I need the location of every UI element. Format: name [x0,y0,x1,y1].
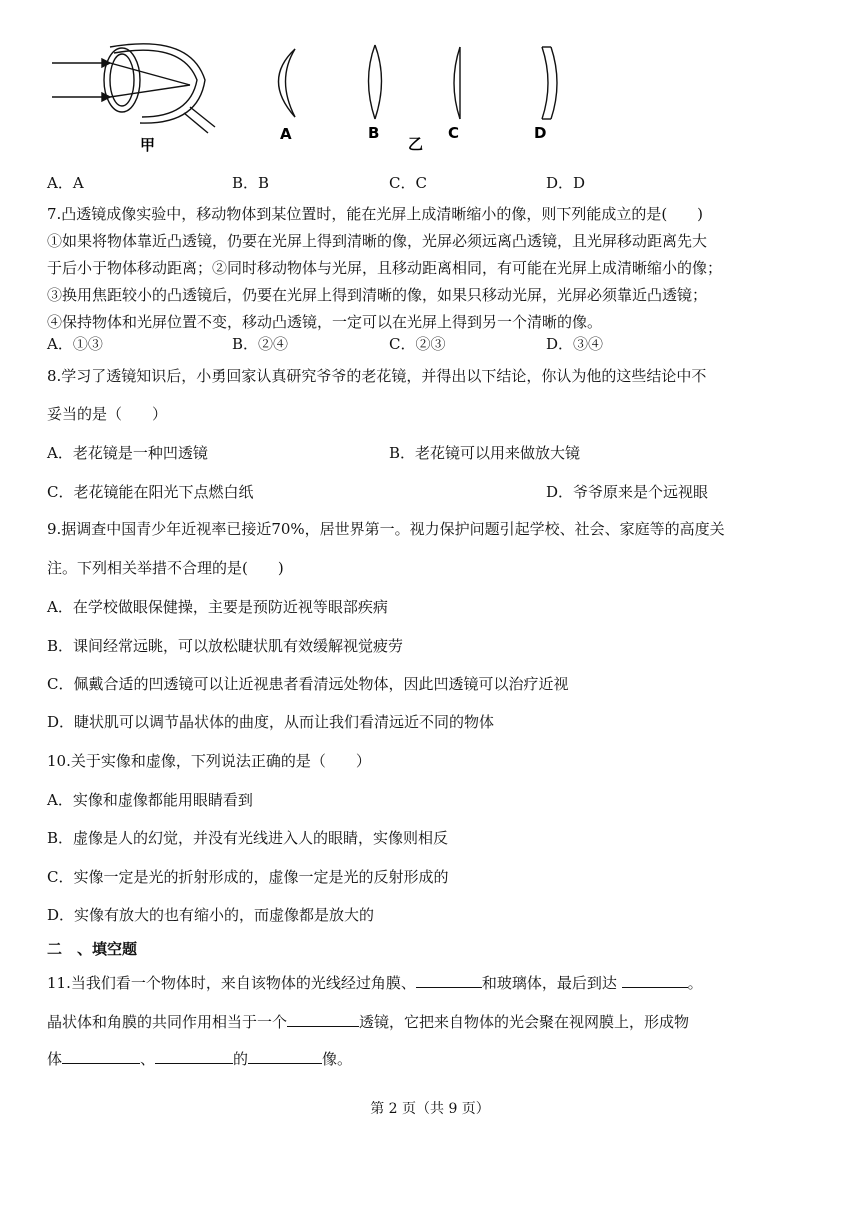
q11-blank-3[interactable] [287,1012,359,1027]
q11-line-1 [47,972,703,993]
lens-b [369,45,382,119]
q6-option-d: D．D [546,174,586,192]
q11-line-3 [47,1048,352,1069]
group-label: 乙 [408,135,424,153]
q10-option-a: A．实像和虚像都能用眼睛看到 [47,791,253,809]
lens-d [542,47,557,119]
q7-line-2: 于后小于物体移动距离；②同时移动物体与光屏，且移动距离相同，有可能在光屏上成清晰缩小的像； [47,259,723,277]
optics-figure [40,35,600,165]
page-footer: 第 2 页（共 9 页） [370,1101,490,1117]
q9-option-d: D．睫状肌可以调节晶状体的曲度，从而让我们看清远近不同的物体 [47,713,495,731]
q11-text-1b: 和玻璃体，最后到达 [481,974,622,992]
q11-text-3d: 像。 [322,1050,353,1068]
q8-option-a: A．老花镜是一种凹透镜 [47,444,208,462]
q11-blank-4[interactable] [62,1049,140,1064]
section-heading-fill-blank: 二 、填空题 [47,940,138,958]
q7-line-3: ③换用焦距较小的凸透镜后，仍要在光屏上得到清晰的像，如果只移动光屏，光屏必须靠近凸透镜； [47,286,708,304]
q10-stem: 10.关于实像和虚像，下列说法正确的是（ ） [47,752,371,770]
q9-stem-line-2: 注。下列相关举措不合理的是( ) [47,559,284,577]
q8-option-c: C．老花镜能在阳光下点燃白纸 [47,483,254,501]
q6-option-a: A．A [47,174,84,192]
q9-option-c: C．佩戴合适的凹透镜可以让近视患者看清远处物体，因此凹透镜可以治疗近视 [47,675,569,693]
q10-option-c: C．实像一定是光的折射形成的，虚像一定是光的反射形成的 [47,868,449,886]
q7-option-d: D．③④ [546,335,604,353]
q6-option-b: B．B [232,174,270,192]
q11-text-2a: 晶状体和角膜的共同作用相当于一个 [47,1013,288,1031]
q7-option-b: B．②④ [232,335,289,353]
q9-stem-line-1: 9.据调查中国青少年近视率已接近70%，居世界第一。视力保护问题引起学校、社会、家庭等的高度关 [47,520,725,538]
q7-line-1: ①如果将物体靠近凸透镜，仍要在光屏上得到清晰的像，光屏必须远离凸透镜，且光屏移动距离先大 [47,232,708,250]
q10-option-b: B．虚像是人的幻觉，并没有光线进入人的眼睛，实像则相反 [47,829,449,847]
q11-text-3c: 的 [233,1050,249,1068]
q7-option-a: A．①③ [47,335,103,353]
q10-option-d: D．实像有放大的也有缩小的，而虚像都是放大的 [47,906,375,924]
q11-blank-5[interactable] [155,1049,233,1064]
q11-blank-2[interactable] [622,973,688,988]
q7-option-c: C．②③ [389,335,446,353]
q8-option-b: B．老花镜可以用来做放大镜 [389,444,581,462]
lens-a [279,49,296,117]
q7-line-4: ④保持物体和光屏位置不变，移动凸透镜，一定可以在光屏上得到另一个清晰的像。 [47,313,603,331]
q8-stem-line-1: 8.学习了透镜知识后，小勇回家认真研究爷爷的老花镜，并得出以下结论，你认为他的这些结论中不 [47,367,707,385]
q11-blank-6[interactable] [248,1049,322,1064]
eye-diagram [52,44,215,133]
q6-option-c: C．C [389,174,427,192]
q9-option-a: A．在学校做眼保健操，主要是预防近视等眼部疾病 [47,598,388,616]
eye-label: 甲 [140,136,156,154]
lens-label-b: B [368,124,380,142]
q11-text-3b: 、 [140,1050,156,1068]
q7-stem: 7.凸透镜成像实验中，移动物体到某位置时，能在光屏上成清晰缩小的像，则下列能成立的是( ) [47,205,704,223]
q11-blank-1[interactable] [416,973,482,988]
q11-text-3a: 体 [47,1050,63,1068]
lens-c [454,47,460,119]
lens-label-d: D [534,124,547,142]
q8-stem-line-2: 妥当的是（ ） [47,405,168,423]
q8-option-d: D．爷爷原来是个远视眼 [546,483,709,501]
q11-text-2b: 透镜，它把来自物体的光会聚在视网膜上，形成物 [359,1013,690,1031]
lens-label-a: A [280,125,292,143]
q11-text-1c: 。 [687,974,703,992]
q9-option-b: B．课间经常远眺，可以放松睫状肌有效缓解视觉疲劳 [47,637,404,655]
q11-text-1a: 11.当我们看一个物体时，来自该物体的光线经过角膜、 [47,974,416,992]
lens-label-c: C [448,124,460,142]
q11-line-2 [47,1011,689,1032]
